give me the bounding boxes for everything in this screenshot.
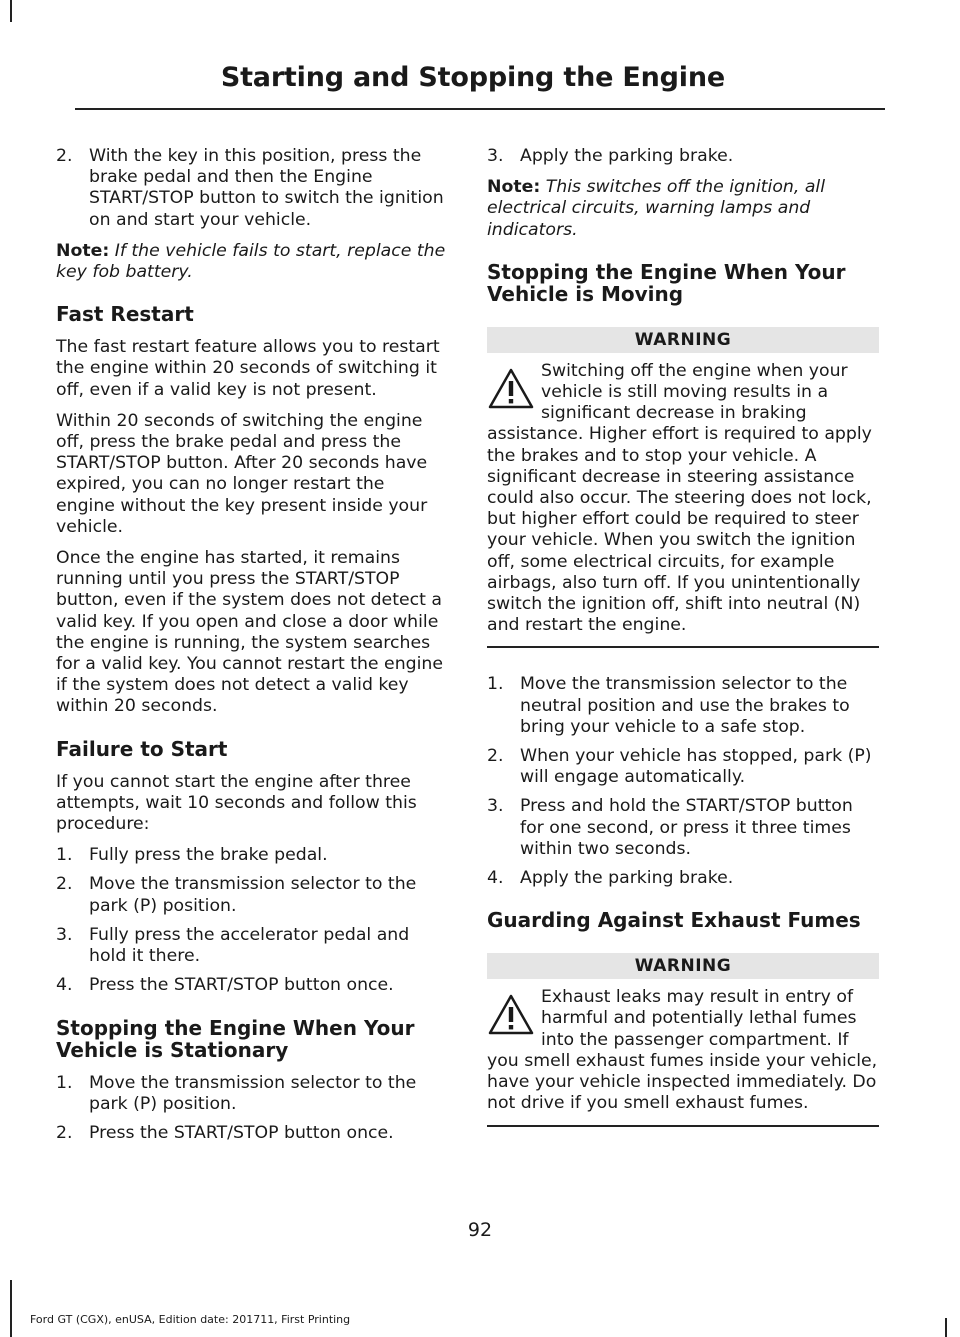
list-item: 3. Fully press the accelerator pedal and hold it there. bbox=[56, 924, 410, 967]
list-item: 2. Move the transmission selector to the park (P) position. bbox=[56, 874, 417, 916]
paragraph: If you cannot start the engine after three attempts, wait 10 seconds and follow this procedure: bbox=[56, 771, 417, 835]
heading-fast-restart: Fast Restart bbox=[56, 302, 194, 327]
list-item: 4. Apply the parking brake. bbox=[487, 868, 734, 889]
paragraph: Once the engine has started, it remains running until you press the START/STOP button, even if the system does not detect a valid key. If you open and close a door while the engine is running, the system searches for a valid key. You cannot restart the engine if the system does not detect a valid key within 20 seconds. bbox=[56, 548, 444, 717]
failure-steps bbox=[56, 845, 448, 996]
heading-stopping-stationary: Stopping the Engine When Your Vehicle is Stationary bbox=[56, 1015, 415, 1062]
heading-stopping-moving: Stopping the Engine When Your Vehicle is Moving bbox=[487, 259, 846, 306]
crop-mark-bottom-left bbox=[10, 1280, 12, 1337]
warning-triangle-icon bbox=[487, 367, 535, 411]
list-item: 2. Press the START/STOP button once. bbox=[56, 1122, 394, 1143]
heading-failure-to-start: Failure to Start bbox=[56, 736, 228, 761]
right-column bbox=[487, 146, 879, 1153]
warning-box-exhaust bbox=[487, 953, 879, 1126]
left-column bbox=[56, 146, 448, 1154]
crop-mark-bottom-right bbox=[945, 1318, 947, 1337]
note-key-fob: Note: If the vehicle fails to start, replace the key fob battery. bbox=[56, 240, 446, 283]
warning-text: Exhaust leaks may result in entry of harmful and potentially lethal fumes into the passenger compartment. If you smell exhaust fumes inside your vehicle, have your vehicle inspected immediately. Do not drive if you smell exhaust fumes. bbox=[487, 987, 878, 1114]
stop-steps-continued bbox=[487, 146, 879, 167]
heading-exhaust-fumes: Guarding Against Exhaust Fumes bbox=[487, 908, 861, 933]
list-item: 3. Press and hold the START/STOP button for one second, or press it three times within two seconds. bbox=[487, 796, 853, 859]
list-item: 2. When your vehicle has stopped, park (P) will engage automatically. bbox=[487, 746, 872, 788]
paragraph: The fast restart feature allows you to restart the engine within 20 seconds of switching it off, even if a valid key is not present. bbox=[56, 337, 440, 400]
start-steps-continued bbox=[56, 146, 448, 231]
warning-label: WARNING bbox=[487, 953, 879, 979]
list-item: 1. Move the transmission selector to the neutral position and use the brakes to bring your vehicle to a safe stop. bbox=[487, 674, 850, 737]
page-header bbox=[75, 58, 885, 110]
list-item: 1. Move the transmission selector to the park (P) position. bbox=[56, 1072, 417, 1114]
warning-label: WARNING bbox=[487, 327, 879, 353]
stationary-steps bbox=[56, 1073, 448, 1145]
page-title: Starting and Stopping the Engine bbox=[220, 62, 725, 93]
list-item: 3. Apply the parking brake. bbox=[487, 146, 734, 166]
footer-edition: Ford GT (CGX), enUSA, Edition date: 201711, First Printing bbox=[30, 1313, 351, 1326]
list-item: 1. Fully press the brake pedal. bbox=[56, 845, 328, 866]
list-item: 2. With the key in this position, press the brake pedal and then the Engine START/STOP button to switch the ignition on and start your vehicle. bbox=[56, 146, 444, 230]
warning-text: Switching off the engine when your vehicle is still moving results in a significant decrease in braking assistance. Higher effort is required to apply the brakes and to stop your vehicle. A significant decrease in steering assistance could also occur. The steering does not lock, but higher effort could be required to steer your vehicle. When you switch the ignition off, some electrical circuits, for example airbags, also turn off. If you unintentionally switch the ignition off, shift into neutral (N) and restart the engine. bbox=[487, 360, 872, 636]
warning-box-moving bbox=[487, 327, 879, 649]
list-item: 4. Press the START/STOP button once. bbox=[56, 975, 394, 996]
note-ignition: Note: This switches off the ignition, all electrical circuits, warning lamps and indicators. bbox=[487, 177, 826, 240]
moving-steps bbox=[487, 674, 879, 889]
crop-mark-top-left bbox=[10, 0, 12, 22]
paragraph: Within 20 seconds of switching the engine off, press the brake pedal and press the START/STOP button. After 20 seconds have expired, you can no longer restart the engine without the key present inside your vehicle. bbox=[56, 410, 428, 537]
page-number: 92 bbox=[467, 1219, 493, 1241]
warning-triangle-icon bbox=[487, 993, 535, 1037]
